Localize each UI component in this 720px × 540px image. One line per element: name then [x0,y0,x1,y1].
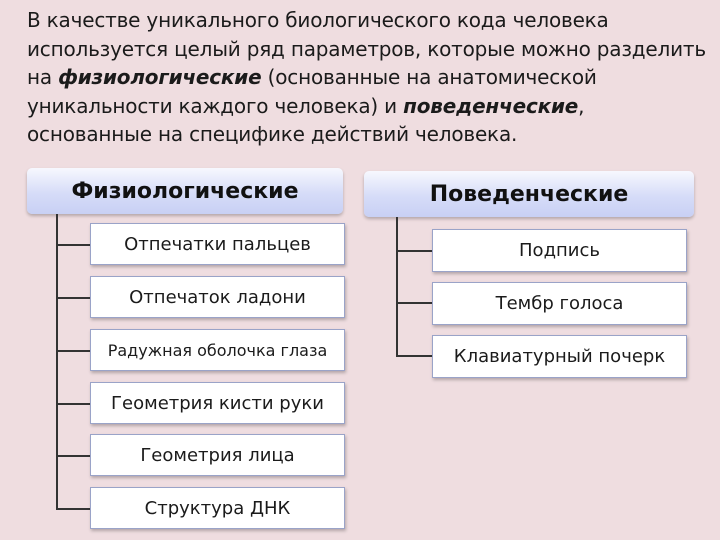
item-fingerprints: Отпечатки пальцев [90,223,345,265]
item-face-geometry: Геометрия лица [90,434,345,476]
branch-line [56,244,90,246]
branch-line [56,297,90,299]
term-behavioral: поведенческие [403,93,579,118]
intro-text-part3: , основанные на специфике действий человека. [27,93,585,146]
branch-line [396,302,432,304]
term-physiological: физиологические [58,65,262,89]
header-behavioral: Поведенческие [364,171,694,217]
item-iris: Радужная оболочка глаза [90,329,345,371]
item-hand-geometry: Геометрия кисти руки [90,382,345,424]
intro-paragraph [27,6,707,149]
item-palm-print: Отпечаток ладони [90,276,345,318]
tree-trunk-behavioral [396,217,398,356]
item-dna-structure: Структура ДНК [90,487,345,529]
branch-line [56,508,90,510]
header-physiological: Физиологические [27,168,343,214]
intro-text-part1: В качестве уникального биологического кода человека используется целый ряд параметров, которые можно разделить на [27,8,706,89]
branch-line [56,350,90,352]
item-signature: Подпись [432,229,687,272]
branch-line [396,250,432,252]
tree-trunk-physiological [56,214,58,508]
item-keystroke-dynamics: Клавиатурный почерк [432,335,687,378]
intro-text-part2: (основанные на анатомической уникальности каждого человека) и [27,65,597,118]
item-voice-timbre: Тембр голоса [432,282,687,325]
branch-line [396,355,432,357]
branch-line [56,455,90,457]
branch-line [56,403,90,405]
